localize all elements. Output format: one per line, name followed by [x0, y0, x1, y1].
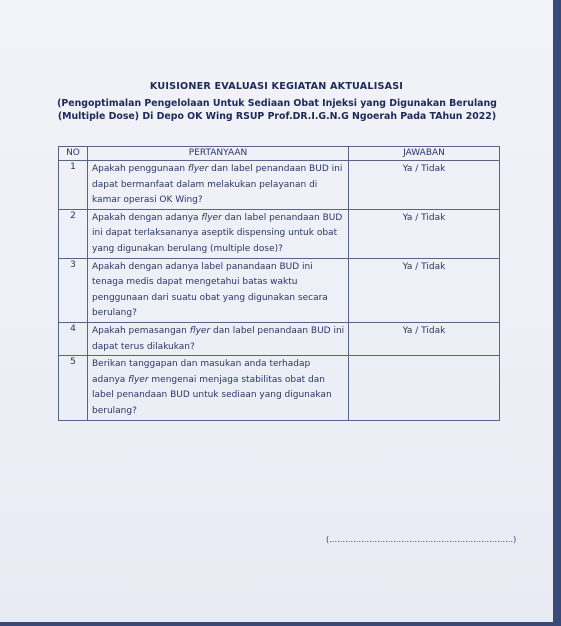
header-answer: JAWABAN — [349, 147, 500, 161]
table-row — [59, 258, 500, 322]
question-text: Apakah dengan adanya flyer dan label penandaan BUD ini dapat terlaksananya aseptik dispensing untuk obat yang digunakan berulang (multiple dose)? — [88, 209, 349, 258]
questionnaire-table — [58, 146, 500, 421]
answer-cell[interactable]: Ya / Tidak — [349, 209, 500, 258]
row-number: 4 — [59, 322, 88, 355]
header-no: NO — [59, 147, 88, 161]
table-row — [59, 209, 500, 258]
row-number: 3 — [59, 258, 88, 322]
question-text: Berikan tanggapan dan masukan anda terhadap adanya flyer mengenai menjaga stabilitas obat dan label penandaan BUD untuk sediaan yang digunakan berulang? — [88, 356, 349, 420]
subtitle-line-1: (Pengoptimalan Pengelolaan Untuk Sediaan Obat Injeksi yang Digunakan Berulang — [57, 98, 497, 109]
signature-line: (……………………………………………………………) — [326, 535, 517, 544]
row-number: 5 — [59, 356, 88, 420]
header-question: PERTANYAAN — [88, 147, 349, 161]
answer-cell[interactable]: Ya / Tidak — [349, 322, 500, 355]
row-number: 2 — [59, 209, 88, 258]
document-subtitle — [52, 97, 502, 123]
answer-cell[interactable]: Ya / Tidak — [349, 258, 500, 322]
subtitle-line-2: (Multiple Dose) Di Depo OK Wing RSUP Prof.DR.I.G.N.G Ngoerah Pada TAhun 2022) — [57, 111, 497, 122]
row-number: 1 — [59, 161, 88, 210]
answer-cell[interactable] — [349, 356, 500, 420]
table-row — [59, 322, 500, 355]
table-header-row — [59, 147, 500, 161]
document-title: KUISIONER EVALUASI KEGIATAN AKTUALISASI — [149, 81, 404, 92]
answer-cell[interactable]: Ya / Tidak — [349, 161, 500, 210]
table-row — [59, 356, 500, 420]
question-text: Apakah penggunaan flyer dan label penandaan BUD ini dapat bermanfaat dalam melakukan pelayanan di kamar operasi OK Wing? — [88, 161, 349, 210]
question-text: Apakah dengan adanya label panandaan BUD ini tenaga medis dapat mengetahui batas waktu penggunaan dari suatu obat yang digunakan secara berulang? — [88, 258, 349, 322]
table-row — [59, 161, 500, 210]
question-text: Apakah pemasangan flyer dan label penandaan BUD ini dapat terus dilakukan? — [88, 322, 349, 355]
